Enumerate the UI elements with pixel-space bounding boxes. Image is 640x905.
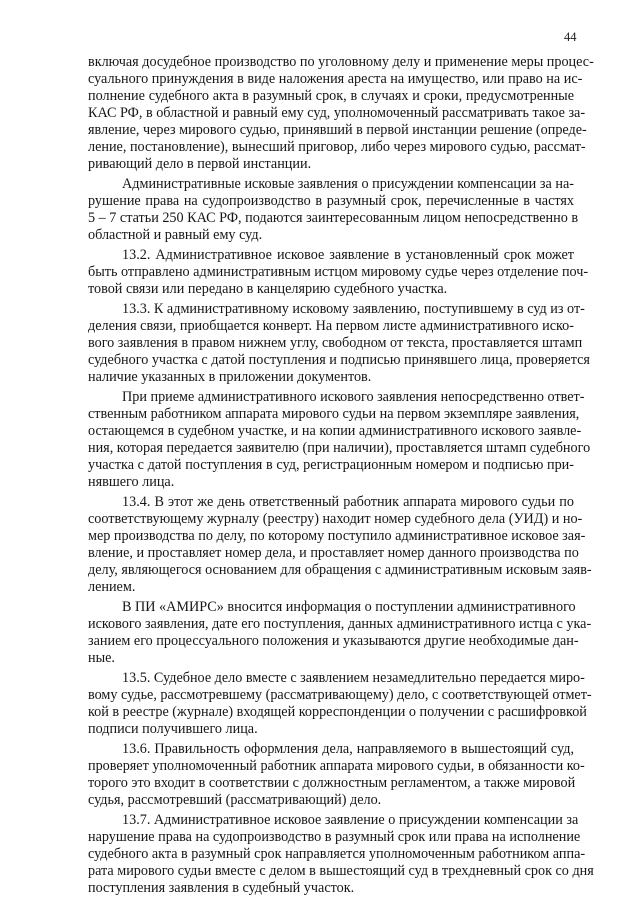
text-line: лением. bbox=[88, 579, 136, 595]
paragraph bbox=[88, 301, 590, 386]
text-line: вому судье, рассмотревшему (рассматривающему) дело, с соответствующей отмет- bbox=[88, 687, 592, 703]
text-line: 13.2. Административное исковое заявление в установленный срок может bbox=[122, 247, 574, 263]
paragraph bbox=[88, 812, 594, 897]
text-line: ривающий дело в первой инстанции. bbox=[88, 156, 312, 172]
text-line: проверяет уполномоченный работник аппарата мирового судьи, в обязанности ко- bbox=[88, 758, 585, 774]
text-line: судебного акта в разумный срок направляется уполномоченным работником аппа- bbox=[88, 846, 586, 862]
paragraph bbox=[88, 494, 592, 596]
text-line: включая досудебное производство по уголовному делу и применение меры процес- bbox=[88, 54, 594, 70]
paragraph bbox=[88, 741, 585, 809]
text-line: явление, через мирового судью, принявший в первой инстанции решение (опреде- bbox=[88, 122, 587, 138]
text-line: судебного участка с датой поступления и подписью принявшего лица, проверяется bbox=[88, 352, 590, 368]
text-line: ные. bbox=[88, 650, 115, 666]
paragraph bbox=[88, 389, 591, 491]
paragraph bbox=[88, 247, 589, 298]
text-line: рушение права на судопроизводство в разумный срок, перечисленные в частях bbox=[88, 193, 574, 209]
text-line: ния, которая передается заявителю (при наличии), проставляется штамп судебного bbox=[88, 440, 591, 456]
text-line: вого заявления в правом нижнем углу, свободном от текста, проставляется штамп bbox=[88, 335, 583, 351]
text-line: 5 – 7 статьи 250 КАС РФ, подаются заинтересованным лицом непосредственно в bbox=[88, 210, 579, 226]
text-line: КАС РФ, в областной и равный ему суд, уполномоченный рассматривать такое за- bbox=[88, 105, 586, 121]
text-line: занием его процессуального положения и указываются другие необходимые дан- bbox=[88, 633, 579, 649]
page-number: 44 bbox=[564, 30, 577, 44]
text-line: 13.4. В этот же день ответственный работник аппарата мирового судьи по bbox=[122, 494, 574, 510]
text-line: кой в реестре (журнале) входящей корреспонденции о получении с расшифровкой bbox=[88, 704, 587, 720]
text-line: рата мирового судьи вместе с делом в вышестоящий суд в трехдневный срок со дня bbox=[88, 863, 594, 879]
text-line: быть отправлено административным истцом мировому судье через отделение поч- bbox=[88, 264, 589, 280]
paragraph bbox=[88, 176, 579, 244]
text-line: 13.3. К административному исковому заявлению, поступившему в суд из от- bbox=[122, 301, 585, 317]
paragraph bbox=[88, 54, 594, 173]
text-line: 13.6. Правильность оформления дела, направляемого в вышестоящий суд, bbox=[122, 741, 574, 757]
text-line: подписи получившего лица. bbox=[88, 721, 258, 737]
text-line: ление, постановление), вынесший приговор, либо через мирового судью, рассмат- bbox=[88, 139, 586, 155]
text-line: участка с датой поступления в суд, регистрационным номером и подписью при- bbox=[88, 457, 574, 473]
text-line: 13.5. Судебное дело вместе с заявлением незамедлительно передается миро- bbox=[122, 670, 585, 686]
text-line: 13.7. Административное исковое заявление о присуждении компенсации за bbox=[122, 812, 579, 828]
text-line: делу, являющегося основанием для обращения с административным исковым заяв- bbox=[88, 562, 592, 578]
text-line: При приеме административного искового заявления непосредственно ответ- bbox=[122, 389, 585, 405]
text-line: Административные исковые заявления о присуждении компенсации за на- bbox=[122, 176, 574, 192]
text-line: деления связи, приобщается конверт. На первом листе административного иско- bbox=[88, 318, 574, 334]
text-line: судья, рассмотревший (рассматривающий) дело. bbox=[88, 792, 382, 808]
text-line: соответствующему журналу (реестру) находит номер судебного дела (УИД) и но- bbox=[88, 511, 583, 527]
text-line: поступления заявления в судебный участок. bbox=[88, 880, 355, 896]
text-line: нявшего лица. bbox=[88, 474, 175, 490]
paragraph bbox=[88, 670, 592, 738]
text-line: наличие указанных в приложении документов. bbox=[88, 369, 372, 385]
text-line: мер производства по делу, по которому поступило административное исковое зая- bbox=[88, 528, 586, 544]
text-line: товой связи или передано в канцелярию судебного участка. bbox=[88, 281, 448, 297]
text-line: вление, и проставляет номер дела, и проставляет номер данного производства по bbox=[88, 545, 579, 561]
text-line: остающемся в судебном участке, и на копии административного искового заявле- bbox=[88, 423, 582, 439]
text-line: полнение судебного акта в разумный срок, в случаях и сроки, предусмотренные bbox=[88, 88, 574, 104]
text-line: областной и равный ему суд. bbox=[88, 227, 263, 243]
document-body bbox=[88, 54, 594, 897]
text-line: В ПИ «АМИРС» вносится информация о поступлении административного bbox=[122, 599, 576, 615]
text-line: торого это входит в соответствии с должностным регламентом, а также мировой bbox=[88, 775, 576, 791]
text-line: искового заявления, дате его поступления, данных административного истца с ука- bbox=[88, 616, 592, 632]
text-line: ственным работником аппарата мирового судьи на первом экземпляре заявления, bbox=[88, 406, 580, 422]
text-line: нарушение права на судопроизводство в разумный срок или права на исполнение bbox=[88, 829, 581, 845]
text-line: суального принуждения в виде наложения ареста на имущество, или право на ис- bbox=[88, 71, 583, 87]
paragraph bbox=[88, 599, 592, 667]
